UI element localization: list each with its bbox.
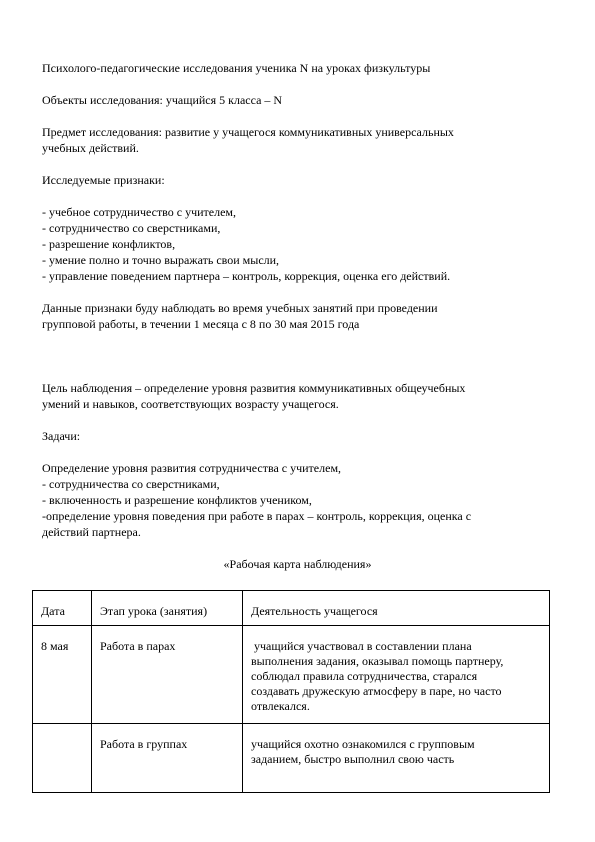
feature-item: - разрешение конфликтов,: [42, 237, 176, 251]
features-heading: Исследуемые признаки:: [42, 173, 165, 187]
task-item: Определение уровня развития сотрудничества с учителем,: [42, 461, 342, 475]
date-cell: [33, 724, 92, 793]
activity-line: создавать дружескую атмосферу в паре, но часто: [251, 684, 502, 698]
header-cell: [92, 591, 243, 626]
activity-line: отвлекался.: [251, 699, 310, 713]
research-object: Объекты исследования: учащийся 5 класса – N: [42, 93, 283, 107]
header-date: Дата: [41, 604, 65, 618]
research-subject-line-2: учебных действий.: [42, 141, 139, 155]
feature-item: - сотрудничество со сверстниками,: [42, 221, 221, 235]
task-item: действий партнера.: [42, 525, 141, 539]
row-stage: Работа в группах: [100, 737, 188, 751]
row-date: 8 мая: [41, 639, 69, 653]
stage-cell: [92, 724, 243, 793]
task-item: - включенность и разрешение конфликтов учеником,: [42, 493, 312, 507]
goal-line-2: умений и навыков, соответствующих возрасту учащегося.: [42, 397, 339, 411]
table-row: [33, 724, 550, 793]
activity-line: заданием, быстро выполнил свою часть: [251, 752, 455, 766]
observation-line-2: групповой работы, в течении 1 месяца с 8 по 30 мая 2015 года: [42, 317, 360, 331]
observation-line-1: Данные признаки буду наблюдать во время учебных занятий при проведении: [42, 301, 438, 315]
task-item: - сотрудничества со сверстниками,: [42, 477, 220, 491]
header-activity: Деятельность учащегося: [251, 604, 378, 618]
document-title: Психолого-педагогические исследования ученика N на уроках физкультуры: [42, 61, 431, 75]
activity-cell: [243, 626, 550, 724]
row-stage: Работа в парах: [100, 639, 176, 653]
activity-line: соблюдал правила сотрудничества, старался: [251, 669, 478, 683]
feature-item: - учебное сотрудничество с учителем,: [42, 205, 237, 219]
observation-table: [32, 590, 550, 793]
header-cell: [33, 591, 92, 626]
feature-item: - управление поведением партнера – контроль, коррекция, оценка его действий.: [42, 269, 451, 283]
activity-line: учащийся участвовал в составлении плана: [251, 639, 472, 653]
table-header-row: [33, 591, 550, 626]
feature-item: - умение полно и точно выражать свои мысли,: [42, 253, 280, 267]
activity-line: выполнения задания, оказывал помощь партнеру,: [251, 654, 504, 668]
table-caption: «Рабочая карта наблюдения»: [223, 557, 372, 571]
task-item: -определение уровня поведения при работе в парах – контроль, коррекция, оценка с: [42, 509, 472, 523]
table-row: [33, 626, 550, 724]
research-subject-line-1: Предмет исследования: развитие у учащегося коммуникативных универсальных: [42, 125, 454, 139]
activity-cell: [243, 724, 550, 793]
tasks-heading: Задачи:: [42, 429, 81, 443]
date-cell: [33, 626, 92, 724]
header-cell: [243, 591, 550, 626]
goal-line-1: Цель наблюдения – определение уровня развития коммуникативных общеучебных: [42, 381, 466, 395]
stage-cell: [92, 626, 243, 724]
header-stage: Этап урока (занятия): [100, 604, 208, 618]
activity-line: учащийся охотно ознакомился с групповым: [251, 737, 475, 751]
